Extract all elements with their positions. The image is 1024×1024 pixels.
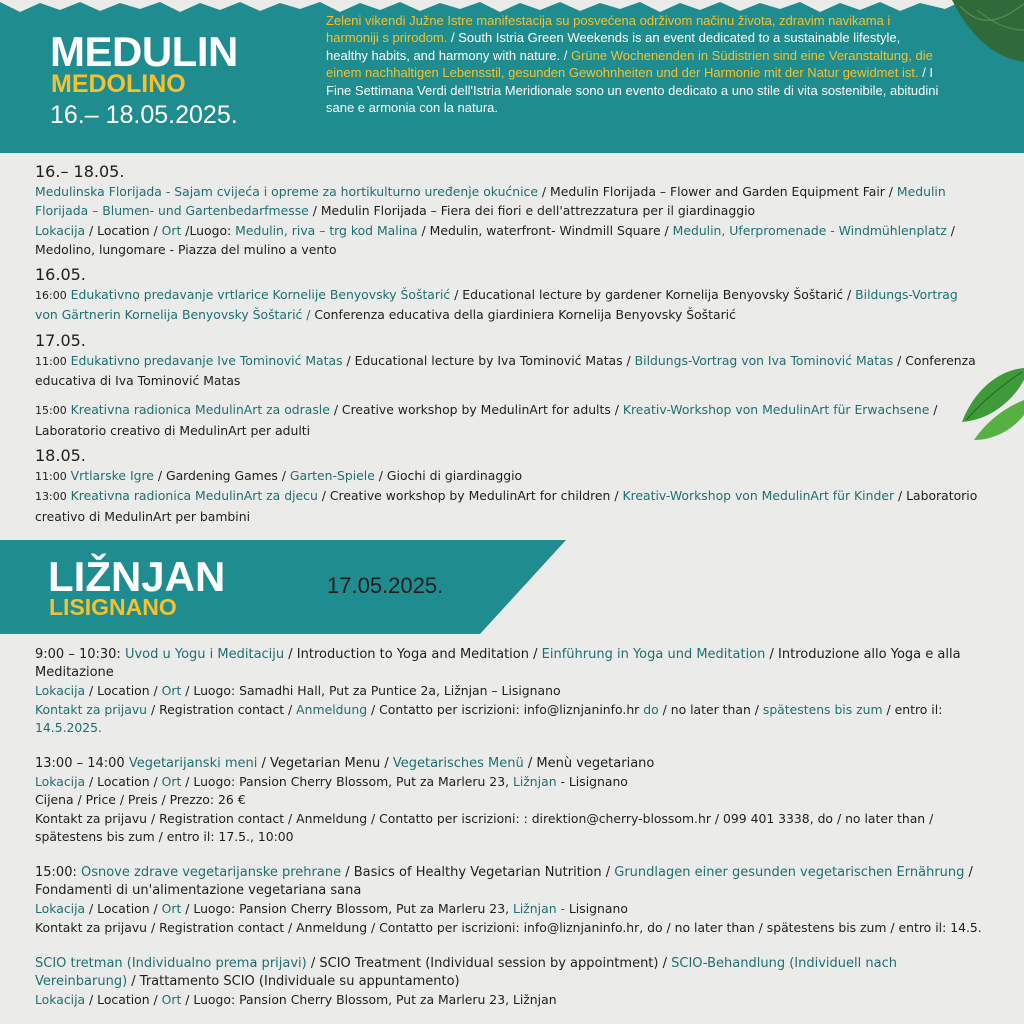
- loc-en: / Location /: [85, 222, 162, 238]
- event-time: 13:00 – 14:00: [35, 756, 129, 772]
- event-time: 15:00:: [35, 865, 81, 881]
- liznjan-program: [35, 646, 990, 1024]
- header-banner: [0, 0, 1024, 153]
- desc-sep: /: [447, 30, 459, 46]
- event-block: [35, 955, 990, 1010]
- desc-sep: /: [560, 47, 571, 63]
- title-it: / Trattamento SCIO (Individuale su appuntamento): [127, 974, 460, 990]
- loc-value-hr: Medulin, riva – trg kod Malina: [235, 222, 418, 238]
- title-en: / Introduction to Yoga and Meditation /: [284, 647, 542, 662]
- desc-sep: /: [918, 65, 930, 81]
- title-en: / Vegetarian Menu /: [257, 756, 393, 772]
- page-subtitle: MEDOLINO: [51, 70, 186, 98]
- contact-it: / Contatto per iscrizioni: info@liznjaninfo.hr: [367, 701, 644, 717]
- title-de: Einführung in Yoga und Meditation: [541, 647, 766, 662]
- event-contact: [35, 701, 990, 737]
- desc-it: I Fine Settimana Verdi dell'Istria Meridionale sono un evento dedicato a uno stile di vita sostenibile, abitudini sane e armonia con la natura.: [326, 65, 939, 116]
- title-hr: SCIO tretman (Individualno prema prijavi): [35, 955, 307, 971]
- title-hr: Kreativna radionica MedulinArt za odrasle: [66, 402, 330, 418]
- event-time: 9:00 – 10:30:: [35, 647, 125, 662]
- title-hr: Vrtlarske Igre: [66, 467, 154, 483]
- title-hr: Vegetarijanski meni: [128, 756, 258, 772]
- contact-hr: Kontakt za prijavu: [35, 701, 148, 717]
- title-it: / Medulin Florijada – Fiera dei fiori e dell'attrezzatura per il giardinaggio: [308, 203, 756, 219]
- event-block: [35, 646, 990, 737]
- title-hr: Kreativna radionica MedulinArt za djecu: [66, 488, 318, 504]
- event-title: [35, 466, 980, 486]
- title-en: / SCIO Treatment (Individual session by appointment) /: [306, 955, 672, 971]
- event-contact: Kontakt za prijavu / Registration contact / Anmeldung / Contatto per iscrizioni: : direktion@cherry-blossom.hr / 099 401 3338, do / no later than / spätestens bis zum / entro il: 17.5., 10:00: [35, 810, 934, 844]
- title-it: / Introduzione allo Yoga e alla Meditazione: [35, 647, 961, 681]
- title-en: / Creative workshop by MedulinArt for adults /: [329, 402, 623, 418]
- loc-town: Ližnjan: [512, 774, 557, 790]
- title-it: / Giochi di giardinaggio: [374, 467, 523, 483]
- event-title: [35, 864, 990, 900]
- event-contact: Kontakt za prijavu / Registration contact / Anmeldung / Contatto per iscrizioni: info@liznjaninfo.hr, do / no later than / spätestens bis zum / entro il: 14.5.: [35, 919, 982, 935]
- event-title: [35, 182, 980, 221]
- title-hr: Edukativno predavanje Ive Tominović Matas: [66, 352, 343, 368]
- contact-en: / Registration contact /: [147, 701, 297, 717]
- loc-town-it: Lisignano: [564, 901, 628, 917]
- title-it: / Fondamenti di un'alimentazione vegetariana sana: [35, 865, 973, 899]
- title-de: Bildungs-Vortrag von Gärtnerin Kornelija Benyovsky Šoštarić /: [35, 287, 958, 323]
- title-de: Vegetarisches Menü: [392, 756, 524, 772]
- loc-town: Ližnjan -: [512, 901, 565, 917]
- desc-en: South Istria Green Weekends is an event dedicated to a sustainable lifestyle, healthy habits, and harmony with nature.: [326, 30, 901, 63]
- loc-value-de: Medulin, Uferpromenade - Windmühlenplatz: [672, 222, 947, 238]
- title-en: / Creative workshop by MedulinArt for children /: [317, 488, 623, 504]
- section-title: LIŽNJAN: [48, 553, 226, 600]
- loc-value: / Luogo: Samadhi Hall, Put za Puntice 2a, Ližnjan – Lisignano: [181, 683, 561, 699]
- title-hr: Medulinska Florijada - Sajam cvijeća i opreme za hortikulturno uređenje okućnice: [35, 184, 538, 199]
- event-location: [35, 773, 990, 791]
- title-en: / Educational lecture by Iva Tominović Matas /: [342, 352, 635, 368]
- event-description: [326, 12, 942, 116]
- event-location: [35, 682, 990, 700]
- loc-en: / Location /: [85, 992, 162, 1008]
- event-block: [35, 864, 990, 937]
- event-location: [35, 221, 980, 260]
- title-it: / Menù vegetariano: [523, 756, 655, 772]
- title-en: / Gardening Games /: [153, 467, 290, 483]
- loc-hr: Lokacija: [35, 901, 86, 917]
- leaf-decoration-icon: [944, 360, 1024, 450]
- event-location: [35, 991, 990, 1009]
- loc-de: Ort: [161, 683, 182, 699]
- deadline-date: 14.5.2025.: [35, 719, 102, 735]
- deadline-hr: do: [643, 701, 659, 717]
- loc-town-it: - Lisignano: [556, 774, 628, 790]
- loc-value-it: / Medolino, lungomare - Piazza del mulino a vento: [35, 222, 955, 257]
- loc-de: Ort: [161, 222, 182, 238]
- day-heading: 18.05.: [35, 445, 86, 465]
- title-hr: Uvod u Yogu i Meditaciju: [124, 647, 285, 662]
- event-title: [35, 351, 980, 391]
- title-de: Kreativ-Workshop von MedulinArt für Kinder: [622, 488, 895, 504]
- event-block: [35, 755, 990, 846]
- loc-value: / Luogo: Pansion Cherry Blossom, Put za Marleru 23,: [181, 774, 513, 790]
- title-de: Garten-Spiele: [289, 467, 375, 483]
- loc-it: /Luogo:: [181, 222, 236, 238]
- title-de: Bildungs-Vortrag von Iva Tominović Matas: [634, 352, 894, 368]
- event-title: [35, 400, 980, 440]
- title-de: Kreativ-Workshop von MedulinArt für Erwachsene: [622, 402, 930, 418]
- title-it: / Conferenza educativa di Iva Tominović Matas: [35, 352, 976, 389]
- event-title: [35, 755, 990, 773]
- day-heading: 16.– 18.05.: [35, 162, 125, 181]
- title-de: SCIO-Behandlung (Individuell nach Vereinbarung): [35, 955, 897, 990]
- loc-hr: Lokacija: [35, 992, 86, 1008]
- desc-de: Grüne Wochenenden in Südistrien sind eine Veranstaltung, die einem nachhaltigen Lebensstil, gesunden Gewohnheiten und der Harmonie mit der Natur gewidmet ist.: [326, 47, 933, 81]
- event-price: Cijena / Price / Preis / Prezzo: 26 €: [35, 792, 246, 808]
- loc-value: / Luogo: Pansion Cherry Blossom, Put za Marleru 23,: [181, 901, 513, 917]
- title-hr: Osnove zdrave vegetarijanske prehrane: [80, 865, 342, 881]
- event-title: [35, 285, 980, 325]
- event-time: 11:00: [35, 469, 67, 483]
- title-de: Medulin Florijada – Blumen- und Gartenbedarfmesse: [35, 184, 946, 219]
- title-en: / Medulin Florijada – Flower and Garden Equipment Fair /: [537, 184, 897, 199]
- event-location: [35, 900, 990, 918]
- deadline-en: / no later than /: [658, 701, 763, 717]
- event-time: 16:00: [35, 289, 67, 303]
- event-title: [35, 955, 990, 991]
- title-en: / Educational lecture by gardener Kornelija Benyovsky Šoštarić /: [450, 287, 856, 303]
- contact-de: Anmeldung: [296, 701, 368, 717]
- title-en: / Basics of Healthy Vegetarian Nutrition /: [341, 865, 615, 881]
- loc-en: / Location /: [85, 901, 162, 917]
- event-title: [35, 486, 980, 526]
- loc-en: / Location /: [85, 774, 162, 790]
- loc-value-en: / Medulin, waterfront- Windmill Square /: [417, 222, 673, 238]
- deadline-it: / entro il:: [882, 701, 943, 717]
- event-time: 13:00: [35, 490, 67, 504]
- leaf-decoration-icon: [942, 0, 1024, 62]
- loc-de: Ort: [161, 901, 182, 917]
- deadline-de: spätestens bis zum: [762, 701, 883, 717]
- loc-hr: Lokacija: [35, 222, 86, 238]
- medulin-program: [35, 162, 980, 526]
- title-it: / Laboratorio creativo di MedulinArt per bambini: [35, 488, 978, 524]
- loc-hr: Lokacija: [35, 683, 86, 699]
- loc-de: Ort: [161, 774, 182, 790]
- title-de: Grundlagen einer gesunden vegetarischen Ernährung: [614, 865, 965, 881]
- title-it: / Laboratorio creativo di MedulinArt per adulti: [35, 402, 938, 438]
- event-time: 15:00: [35, 404, 67, 418]
- loc-en: / Location /: [85, 683, 162, 699]
- event-time: 11:00: [35, 354, 67, 368]
- desc-hr: Zeleni vikendi Južne Istre manifestacija su posvećena održivom načinu života, zdravim navikama i harmoniji s prirodom.: [326, 13, 891, 46]
- page-title: MEDULIN: [50, 28, 238, 75]
- section-date: 17.05.2025.: [327, 573, 444, 598]
- title-it: Conferenza educativa della giardiniera Kornelija Benyovsky Šoštarić: [310, 307, 736, 323]
- title-hr: Edukativno predavanje vrtlarice Kornelije Benyovsky Šoštarić: [66, 287, 451, 303]
- day-heading: 17.05.: [35, 330, 86, 350]
- event-title: [35, 646, 990, 682]
- event-date: 16.– 18.05.2025.: [50, 101, 238, 129]
- loc-de: Ort: [161, 992, 182, 1008]
- section-subtitle: LISIGNANO: [49, 594, 177, 620]
- loc-value: / Luogo: Pansion Cherry Blossom, Put za Marleru 23, Ližnjan: [181, 992, 557, 1008]
- day-heading: 16.05.: [35, 265, 86, 285]
- loc-hr: Lokacija: [35, 774, 86, 790]
